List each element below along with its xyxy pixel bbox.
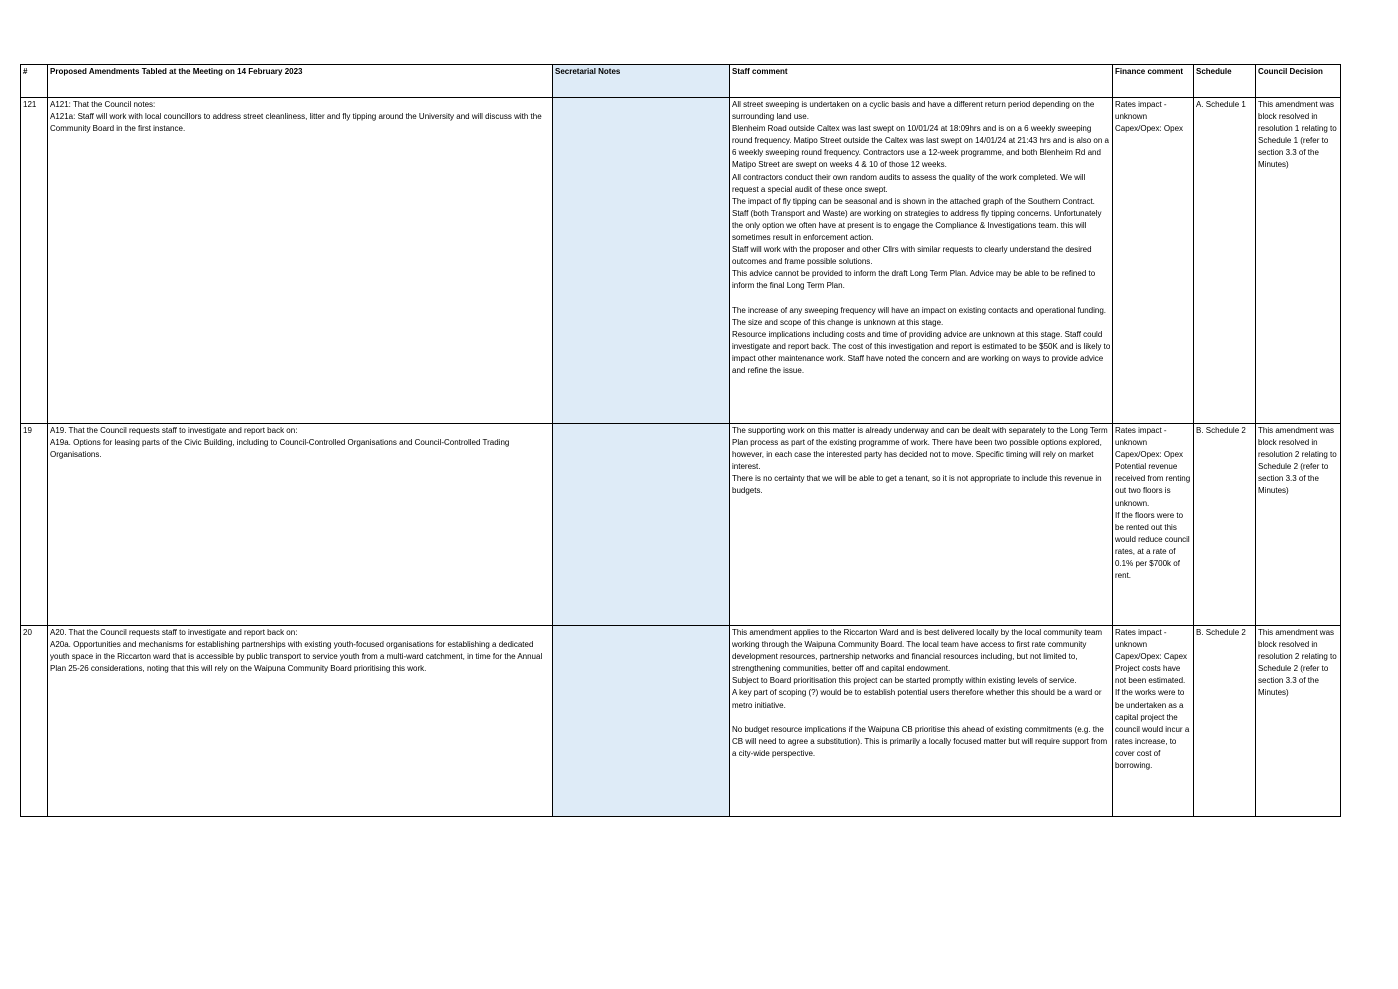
table-header-row <box>21 65 1341 98</box>
finance-comment-cell: Rates impact - unknown Capex/Opex: Capex Project costs have not been estimated. If the works were to be undertaken as a capital project the council would incur a rates increase, to cover cost of borrowing. <box>1113 626 1194 817</box>
amendments-table <box>20 64 1341 817</box>
council-decision-cell: This amendment was block resolved in resolution 1 relating to Schedule 1 (refer to section 3.3 of the Minutes) <box>1256 98 1341 424</box>
row-number: 121 <box>21 98 48 424</box>
secretarial-notes-cell <box>553 424 730 626</box>
schedule-cell: B. Schedule 2 <box>1194 626 1256 817</box>
proposed-amendment-cell: A20. That the Council requests staff to investigate and report back on: A20a. Opportunities and mechanisms for establishing partnerships with existing youth-focused organisations for establishing a dedicated youth space in the Riccarton ward that is accessible by public transport to service youth from a multi-ward catchment, in time for the Annual Plan 25-26 considerations, noting that this will rely on the Waipuna Community Board prioritising this work. <box>48 626 553 817</box>
secretarial-notes-cell <box>553 626 730 817</box>
finance-comment-cell: Rates impact - unknown Capex/Opex: Opex Potential revenue received from renting out two floors is unknown. If the floors were to be rented out this would reduce council rates, at a rate of 0.1% per $700k of rent. <box>1113 424 1194 626</box>
staff-comment-cell: This amendment applies to the Riccarton Ward and is best delivered locally by the local community team working through the Waipuna Community Board. The local team have access to first rate community development resources, partnership networks and financial resources including, but not limited to, strengthening communities, better off and capital endowment. Subject to Board prioritisation this project can be started promptly within existing levels of service. A key part of scoping (?) would be to establish potential users therefore whether this should be a ward or metro initiative. No budget resource implications if the Waipuna CB prioritise this ahead of existing commitments (e.g. the CB will need to agree a substitution). This is primarily a locally focused matter but will require support from a city-wide perspective. <box>730 626 1113 817</box>
column-header-finance-comment: Finance comment <box>1113 65 1194 98</box>
table-row <box>21 626 1341 817</box>
row-number: 20 <box>21 626 48 817</box>
staff-comment-cell: All street sweeping is undertaken on a cyclic basis and have a different return period depending on the surrounding land use. Blenheim Road outside Caltex was last swept on 10/01/24 at 18:09hrs and is on a 6 weekly sweeping round frequency. Matipo Street outside the Caltex was last swept on 14/01/24 at 21:43 hrs and is also on a 6 weekly sweeping round frequency. Contractors use a 12-week programme, and both Blenheim Rd and Matipo Street are swept on weeks 4 & 10 of those 12 weeks. All contractors conduct their own random audits to assess the quality of the work completed. We will request a special audit of these once swept. The impact of fly tipping can be seasonal and is shown in the attached graph of the Southern Contract. Staff (both Transport and Waste) are working on strategies to address fly tipping concerns. Unfortunately the only option we often have at present is to engage the Compliance & Investigations team. this will sometimes result in enforcement action. Staff will work with the proposer and other Cllrs with similar requests to clearly understand the desired outcomes and frame possible solutions. This advice cannot be provided to inform the draft Long Term Plan. Advice may be able to be refined to inform the final Long Term Plan. The increase of any sweeping frequency will have an impact on existing contacts and operational funding. The size and scope of this change is unknown at this stage. Resource implications including costs and time of providing advice are unknown at this stage. Staff could investigate and report back. The cost of this investigation and report is estimated to be $50K and is likely to impact other maintenance work. Staff have noted the concern and are working on ways to provide advice and refine the issue. <box>730 98 1113 424</box>
schedule-cell: B. Schedule 2 <box>1194 424 1256 626</box>
column-header-proposed-amendments: Proposed Amendments Tabled at the Meeting on 14 February 2023 <box>48 65 553 98</box>
proposed-amendment-cell: A121: That the Council notes: A121a: Staff will work with local councillors to address street cleanliness, litter and fly tipping around the University and will discuss with the Community Board in the first instance. <box>48 98 553 424</box>
schedule-cell: A. Schedule 1 <box>1194 98 1256 424</box>
council-decision-cell: This amendment was block resolved in resolution 2 relating to Schedule 2 (refer to section 3.3 of the Minutes) <box>1256 424 1341 626</box>
table-row <box>21 424 1341 626</box>
column-header-number: # <box>21 65 48 98</box>
staff-comment-cell: The supporting work on this matter is already underway and can be dealt with separately to the Long Term Plan process as part of the existing programme of work. There have been two possible options explored, however, in each case the interested party has decided not to move. Specific timing will rely on market interest. There is no certainty that we will be able to get a tenant, so it is not appropriate to include this revenue in budgets. <box>730 424 1113 626</box>
column-header-council-decision: Council Decision <box>1256 65 1341 98</box>
table-row <box>21 98 1341 424</box>
finance-comment-cell: Rates impact - unknown Capex/Opex: Opex <box>1113 98 1194 424</box>
proposed-amendment-cell: A19. That the Council requests staff to investigate and report back on: A19a. Options for leasing parts of the Civic Building, including to Council-Controlled Organisations and Council-Controlled Trading Organisations. <box>48 424 553 626</box>
column-header-schedule: Schedule <box>1194 65 1256 98</box>
column-header-secretarial-notes: Secretarial Notes <box>553 65 730 98</box>
column-header-staff-comment: Staff comment <box>730 65 1113 98</box>
council-decision-cell: This amendment was block resolved in resolution 2 relating to Schedule 2 (refer to section 3.3 of the Minutes) <box>1256 626 1341 817</box>
secretarial-notes-cell <box>553 98 730 424</box>
row-number: 19 <box>21 424 48 626</box>
